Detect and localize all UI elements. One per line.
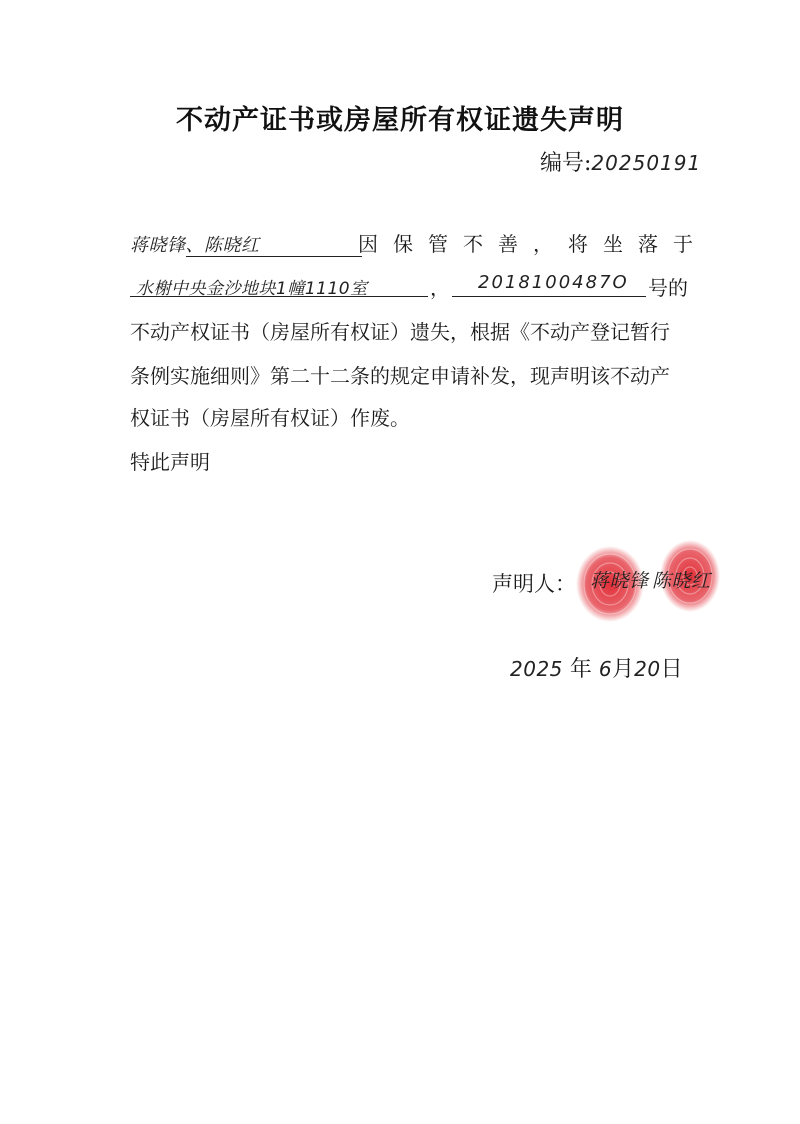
date-year: 2025 xyxy=(510,657,563,681)
signature-1: 蒋晓锋 xyxy=(590,570,649,592)
handwritten-names: 蒋晓锋、陈晓红 xyxy=(130,235,260,256)
date-year-char: 年 xyxy=(569,657,592,682)
handwritten-address: 水榭中央金沙地块1幢1110室 xyxy=(136,279,368,299)
names-underline xyxy=(186,256,362,257)
date-day-char: 日 xyxy=(660,657,683,682)
declarant-label: 声明人： xyxy=(492,572,576,596)
date-month: 6 xyxy=(598,657,613,681)
body-line-5: 权证书（房屋所有权证）作废。 xyxy=(130,406,410,430)
date-day: 20 xyxy=(634,657,661,681)
body-line-1 xyxy=(130,228,708,257)
body-line-6: 特此声明 xyxy=(130,450,210,474)
address-comma: ， xyxy=(430,276,450,300)
body-line-1-text: 因保管不善，将坐落于 xyxy=(358,232,708,256)
address-underline xyxy=(130,296,428,297)
serial-number xyxy=(540,146,701,177)
handwritten-certificate-number: 2018100487O xyxy=(478,272,629,293)
declaration-date xyxy=(510,652,683,683)
serial-value: 20250191 xyxy=(591,151,702,175)
body-line-3: 不动产权证书（房屋所有权证）遗失，根据《不动产登记暂行 xyxy=(130,320,670,344)
body-line-2-end: 号的 xyxy=(648,276,688,300)
document-title: 不动产证书或房屋所有权证遗失声明 xyxy=(176,105,624,136)
serial-label: 编号: xyxy=(540,151,592,176)
signature-2: 陈晓红 xyxy=(652,570,711,592)
date-month-char: 月 xyxy=(612,657,635,682)
body-line-4: 条例实施细则》第二十二条的规定申请补发，现声明该不动产 xyxy=(130,364,670,388)
certificate-number-underline xyxy=(452,296,646,297)
